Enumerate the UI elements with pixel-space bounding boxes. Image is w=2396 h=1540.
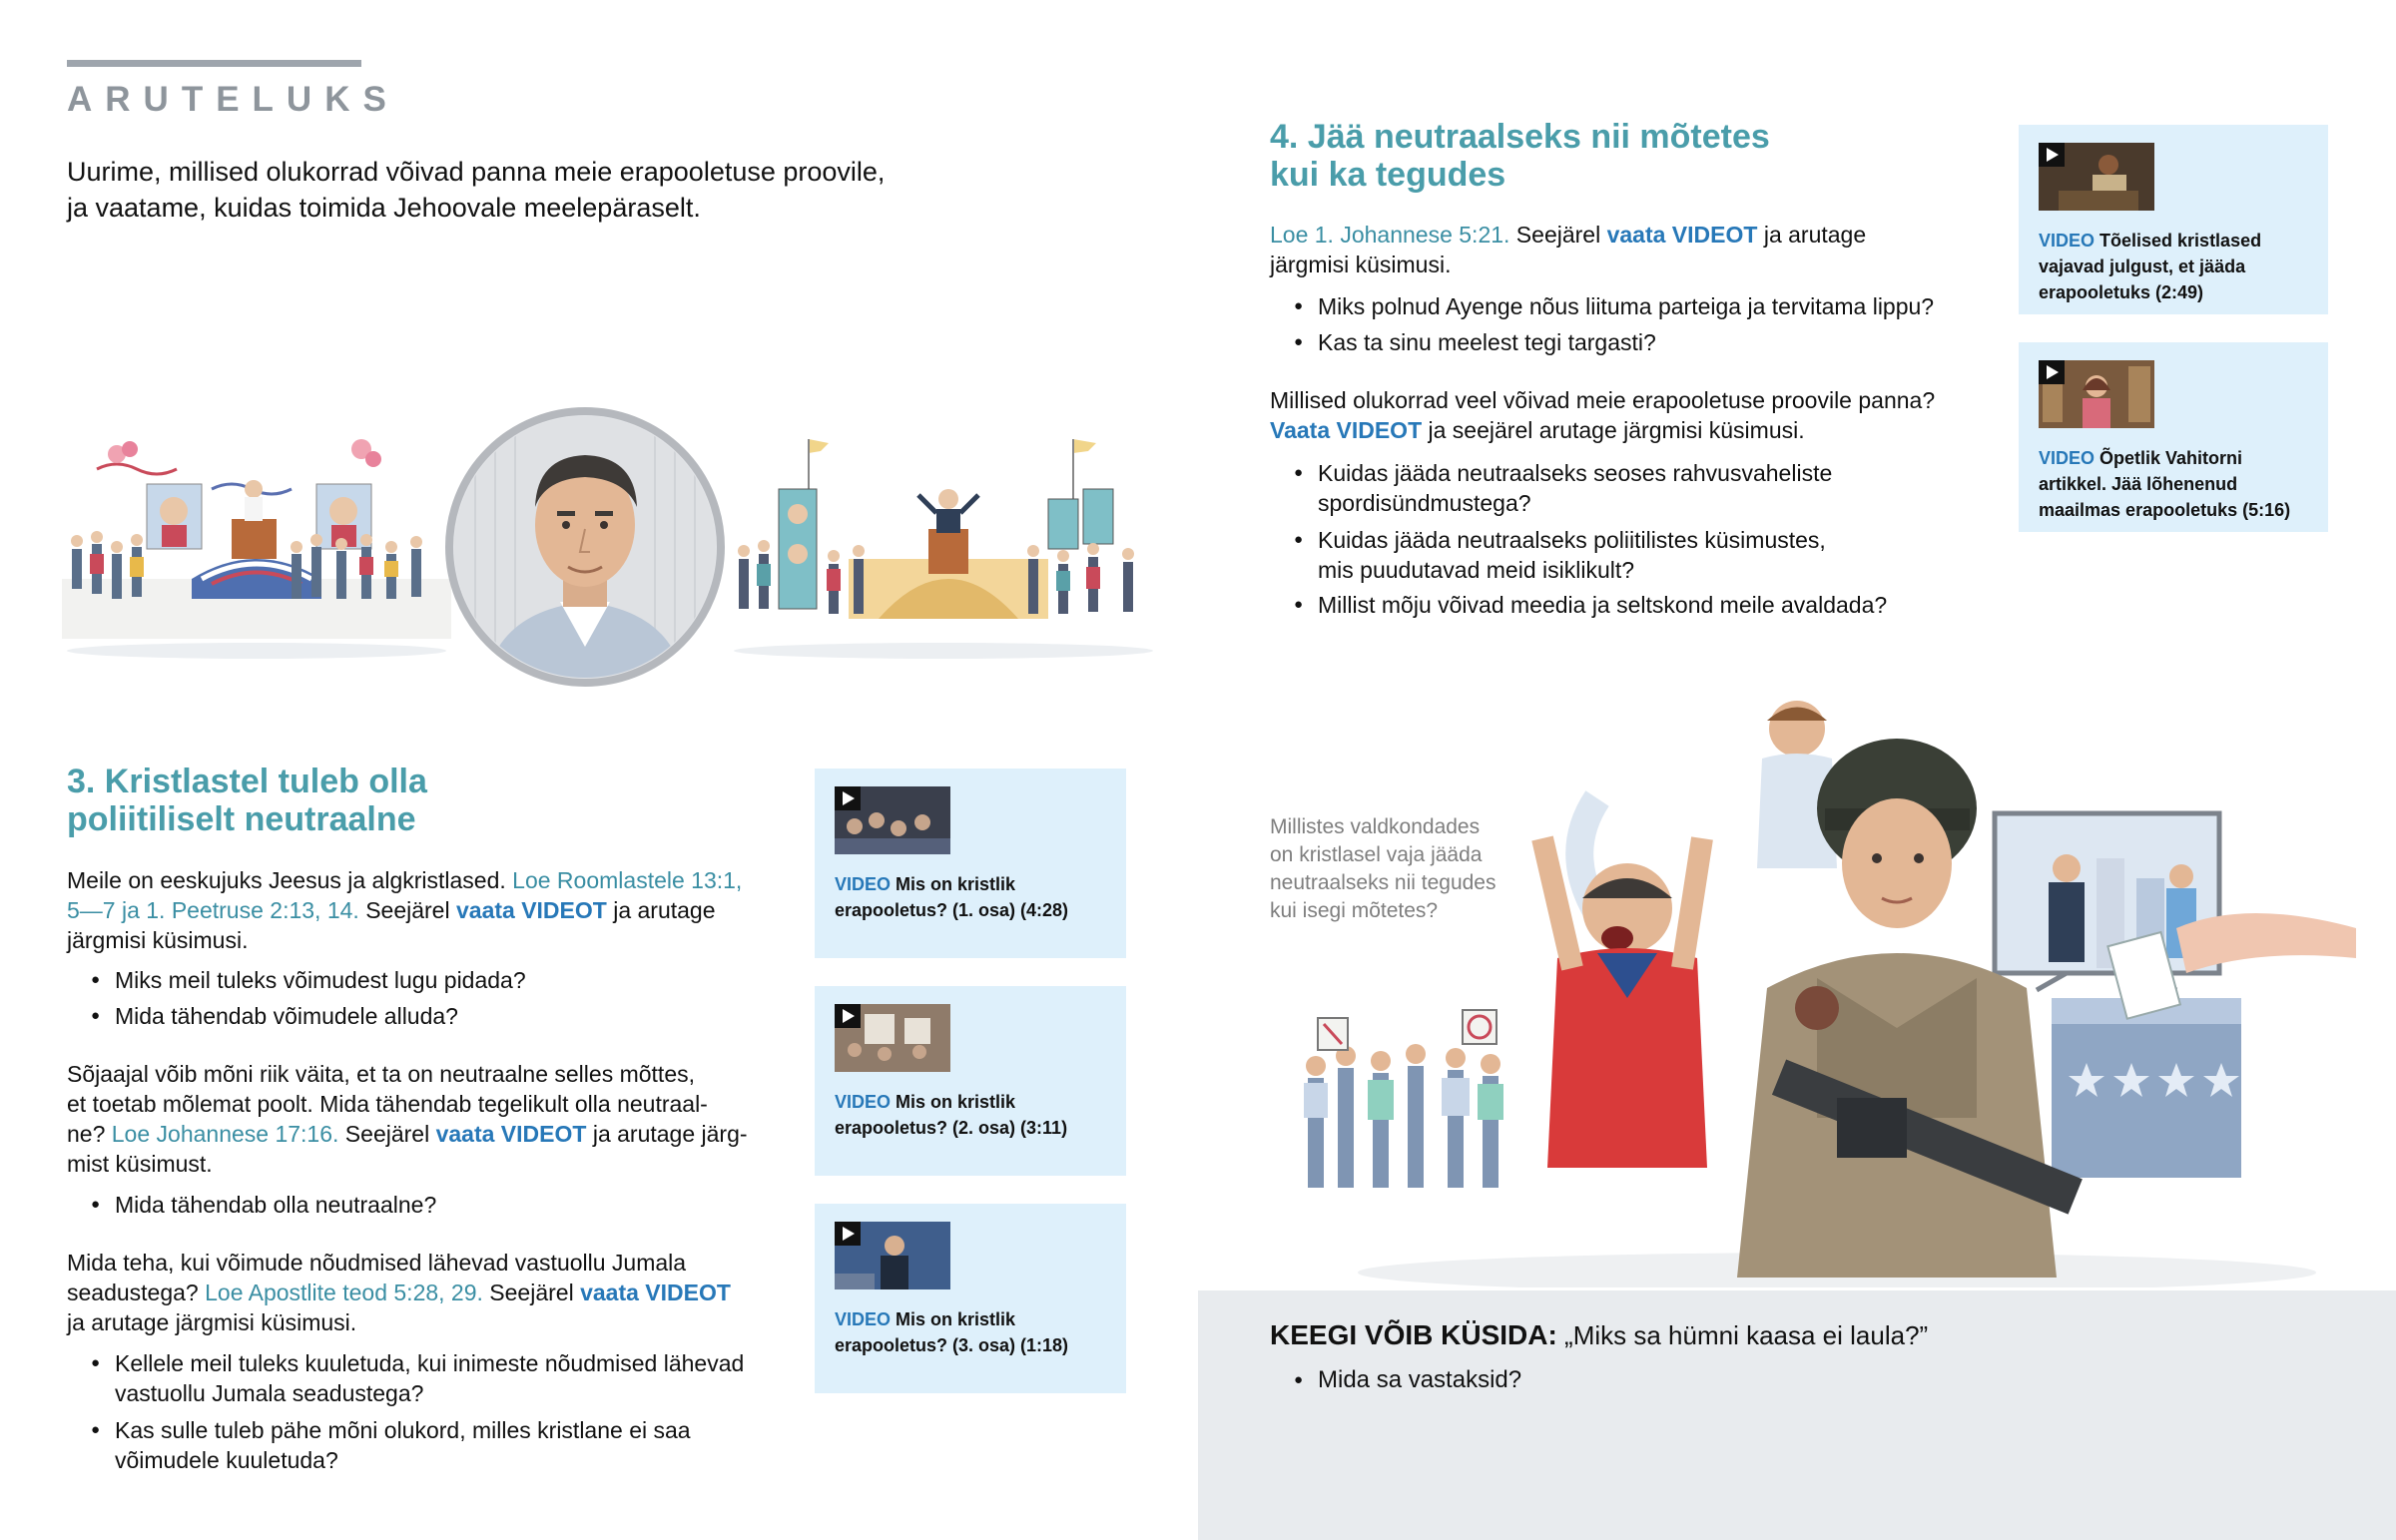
bullet-item: ● Kas sulle tuleb pähe mõni olukord, milles kristlane ei saa võimudele kuuletuda? [67,1415,691,1475]
video-thumbnail[interactable] [835,1222,950,1289]
section-3-paragraph-1: Meile on eeskujuks Jeesus ja algkristlased. Loe Roomlastele 13:1, 5—7 ja 1. Peetruse 2:13, 14. Seejärel vaata VIDEOT ja arutage järgmisi küsimusi. [67,867,743,953]
scripture-link-john[interactable]: Loe Johannese 17:16. [111,1121,339,1147]
scripture-link-acts[interactable]: Loe Apostlite teod 5:28, 29. [205,1280,483,1305]
section-3-paragraph-2: Sõjaajal võib mõni riik väita, et ta on neutraalne selles mõttes, et toetab mõlemat poolt. Mida tähendab tegelikult olla neutraal- ne? Loe Johannese 17:16. Seejärel vaata VIDEOT ja arutage järg- mist küsimust. [67,1061,748,1177]
header-rule [67,60,361,67]
video-card-julgus[interactable]: VIDEO Tõelised kristlased vajavad julgust, et jääda erapooletuks (2:49) [2019,125,2328,314]
political-rally-illustration-right [729,429,1158,659]
scripture-link-peter[interactable]: 5—7 ja 1. Peetruse 2:13, 14. [67,897,359,923]
video-thumbnail[interactable] [2039,143,2154,211]
watch-video-link[interactable]: vaata VIDEOT [455,897,607,923]
bullet-item: ● Kuidas jääda neutraalseks seoses rahvusvaheliste spordisündmustega? [1270,458,1832,518]
bullet-item: ● Millist mõju võivad meedia ja seltskond meile avaldada? [1270,590,1887,620]
video-thumbnail[interactable] [2039,360,2154,428]
scripture-link-1-john[interactable]: Loe 1. Johannese 5:21. [1270,222,1510,248]
video-card-erapooletus-2[interactable]: VIDEO Mis on kristlik erapooletus? (2. osa) (3:11) [815,986,1126,1176]
watch-video-link[interactable]: vaata VIDEOT [435,1121,587,1147]
bullet-item: ● Miks polnud Ayenge nõus liituma parteiga ja tervitama lippu? [1270,291,1934,321]
page-title: ARUTELUKS [67,80,399,119]
section-3-paragraph-3: Mida teha, kui võimude nõudmised lähevad vastuollu Jumala seadustega? Loe Apostlite teod 5:28, 29. Seejärel vaata VIDEOT ja arutage järgmisi küsimusi. [67,1250,731,1335]
video-card-vahitorni[interactable]: VIDEO Õpetlik Vahitorni artikkel. Jää lõhenenud maailmas erapooletuks (5:16) [2019,342,2328,532]
neutrality-collage-illustration [1298,699,2376,1287]
bullet-item: ● Mida tähendab võimudele alluda? [67,1001,458,1031]
watch-video-link[interactable]: vaata VIDEOT [580,1280,731,1305]
illustration-caption: Millistes valdkondades on kristlasel vaja jääda neutraalseks nii tegudes kui isegi mõtetes? [1270,815,1497,922]
section-4-paragraph-1: Loe 1. Johannese 5:21. Seejärel vaata VIDEOT ja arutage järgmisi küsimusi. [1270,222,1867,277]
man-portrait-illustration [445,407,725,687]
someone-may-ask-question: KEEGI VÕIB KÜSIDA: „Miks sa hümni kaasa ei laula?” [1270,1319,1929,1350]
play-icon[interactable] [2039,360,2065,384]
play-icon[interactable] [2039,143,2065,167]
political-rally-illustration-left [62,429,451,659]
play-icon[interactable] [835,786,861,810]
video-thumbnail[interactable] [835,1004,950,1072]
intro-text: Uurime, millised olukorrad võivad panna meie erapooletuse proovile, ja vaatame, kuidas toimida Jehoovale meelepäraselt. [67,157,886,223]
video-thumbnail[interactable] [835,786,950,854]
watch-video-link[interactable]: Vaata VIDEOT [1270,417,1423,443]
video-card-erapooletus-1[interactable]: VIDEO Mis on kristlik erapooletus? (1. osa) (4:28) [815,769,1126,958]
bullet-item: ● Kellele meil tuleks kuuletuda, kui inimeste nõudmised lähevad vastuollu Jumala seadustega? [67,1348,744,1408]
section-4-paragraph-2: Millised olukorrad veel võivad meie erapooletuse proovile panna? Vaata VIDEOT ja seejärel arutage järgmisi küsimusi. [1270,387,1936,443]
video-card-erapooletus-3[interactable]: VIDEO Mis on kristlik erapooletus? (3. osa) (1:18) [815,1204,1126,1393]
play-icon[interactable] [835,1222,861,1246]
section-3-heading: 3. Kristlastel tuleb olla poliitiliselt neutraalne [67,763,427,838]
section-4-heading: 4. Jää neutraalseks nii mõtetes kui ka tegudes [1270,118,1770,194]
scripture-link-romans[interactable]: Loe Roomlastele 13:1, [512,867,743,893]
bullet-item: ● Kas ta sinu meelest tegi targasti? [1270,327,1656,357]
bullet-item: ● Mida tähendab olla neutraalne? [67,1190,436,1220]
bullet-item: ● Mida sa vastaksid? [1270,1365,1521,1395]
watch-video-link[interactable]: vaata VIDEOT [1606,222,1758,248]
bullet-item: ● Kuidas jääda neutraalseks poliitilistes küsimustes, mis puudutavad meid isiklikult? [1270,525,1826,585]
play-icon[interactable] [835,1004,861,1028]
bullet-item: ● Miks meil tuleks võimudest lugu pidada? [67,965,526,995]
